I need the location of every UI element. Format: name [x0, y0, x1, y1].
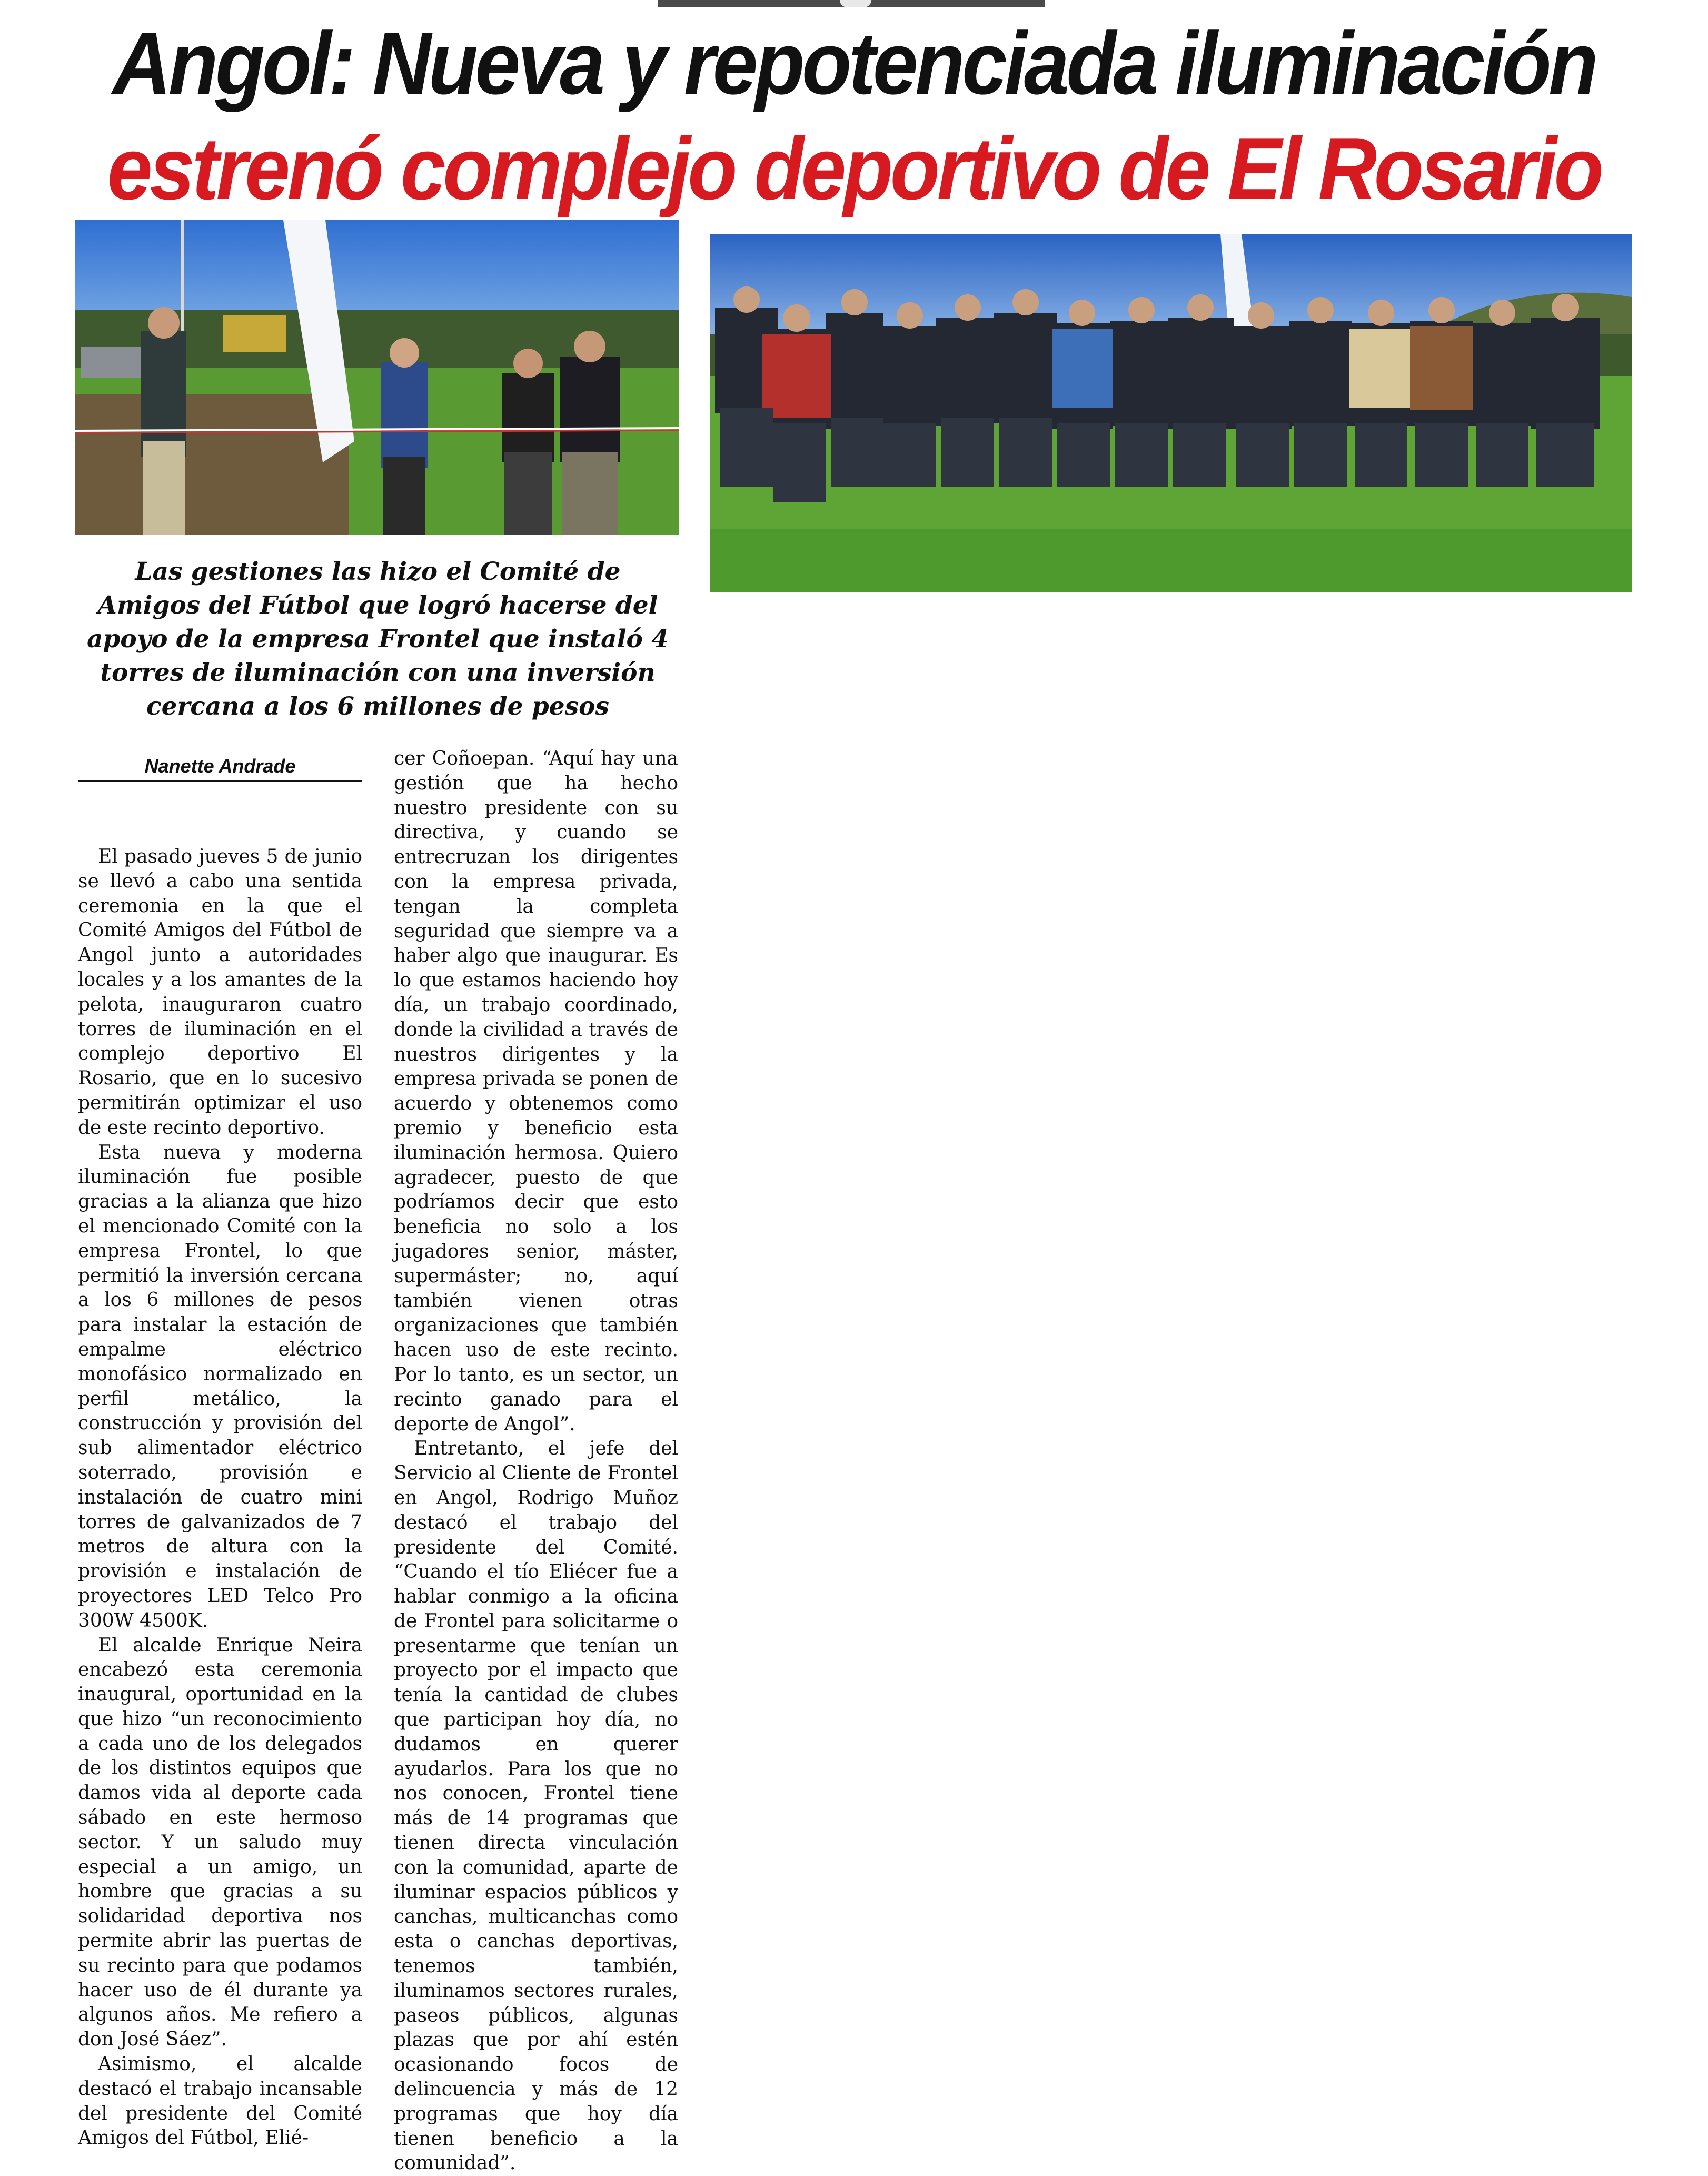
- paragraph: El alcalde Enrique Neira encabezó esta ceremonia inaugural, oportunidad en la que hizo “un reconocimiento a cada uno de los delegados de los distintos equipos que damos vida al deporte cada sábado en este hermoso sector. Y un saludo muy especial a un amigo, un hombre que gracias a su solidaridad deportiva nos permite abrir las puertas de su recinto para que podamos hacer uso de él durante ya algunos años. Me refiero a don José Sáez”.: [78, 1634, 362, 2051]
- paragraph: Entretanto, el jefe del Servicio al Cliente de Frontel en Angol, Rodrigo Muñoz destacó el trabajo del presidente del Comité. “Cuando el tío Eliécer fue a hablar conmigo a la oficina de Frontel para solicitarme o presentarme que tenían un proyecto por el impacto que tenía la cantidad de clubes que participan hoy día, no dudamos en querer ayudarlos. Para los que no nos conocen, Frontel tiene más de 14 programas que tienen directa vinculación con la comunidad, aparte de iluminar espacios públicos y canchas, multicanchas como esta o canchas deportivas, tenemos también, iluminamos sectores rurales, paseos públicos, algunas plazas que por ahí estén ocasionando focos de delincuencia y más de 12 programas que hoy día tienen beneficio a la comunidad”.: [394, 1438, 678, 2174]
- headline-line-1: Angol: Nueva y repotenciada iluminación: [112, 14, 1596, 113]
- group-photo: [710, 234, 1632, 592]
- paragraph: El pasado jueves 5 de junio se llevó a cabo una sentida ceremonia en la que el Comité Amigos del Fútbol de Angol junto a autoridades locales y a los amantes de la pelota, inauguraron cuatro torres de iluminación en el complejo deportivo El Rosario, que en lo sucesivo permitirán optimizar el uso de este recinto deportivo.: [78, 846, 362, 1139]
- headline-line-2: estrenó complejo deportivo de El Rosario: [107, 119, 1601, 218]
- paragraph: cer Coñoepan. “Aquí hay una gestión que ha hecho nuestro presidente con su directiva, y cuando se entrecruzan los dirigentes con la empresa privada, tengan la completa seguridad que siempre va a haber algo que inaugurar. Es lo que estamos haciendo hoy día, un trabajo coordinado, donde la civilidad a través de nuestros dirigentes y la empresa privada se ponen de acuerdo y obtenemos como premio y beneficio esta iluminación hermosa. Quiero agradecer, puesto de que podríamos decir que esto beneficia no solo a los jugadores senior, máster, supermáster; no, aquí también vienen otras organizaciones que también hacen uso de este recinto. Por lo tanto, es un sector, un recinto ganado para el deporte de Angol”.: [394, 748, 678, 1435]
- article-deck: Las gestiones las hizo el Comité de Amigos del Fútbol que logró hacerse del apoyo de la empresa Frontel que instaló 4 torres de iluminación con una inversión cercana a los 6 millones de pesos: [87, 557, 669, 721]
- paragraph: Esta nueva y moderna iluminación fue posible gracias a la alianza que hizo el mencionado Comité con la empresa Frontel, lo que permitió la inversión cercana a los 6 millones de pesos para instalar la estación de empalme eléctrico monofásico normalizado en perfil metálico, la construcción y provisión del sub alimentador eléctrico soterrado, provisión e instalación de cuatro mini torres de galvanizados de 7 metros de altura con la provisión e instalación de proyectores LED Telco Pro 300W 4500K.: [78, 1141, 362, 1631]
- article-column-2: [394, 747, 678, 2176]
- byline: Nanette Andrade: [78, 752, 362, 782]
- ribbon-cutting-photo: [75, 220, 679, 535]
- paragraph: Asimismo, el alcalde destacó el trabajo incansable del presidente del Comité Amigos del Fútbol, Elié-: [78, 2053, 362, 2149]
- article-column-1: [78, 845, 362, 2151]
- publication-emblem: [840, 0, 871, 7]
